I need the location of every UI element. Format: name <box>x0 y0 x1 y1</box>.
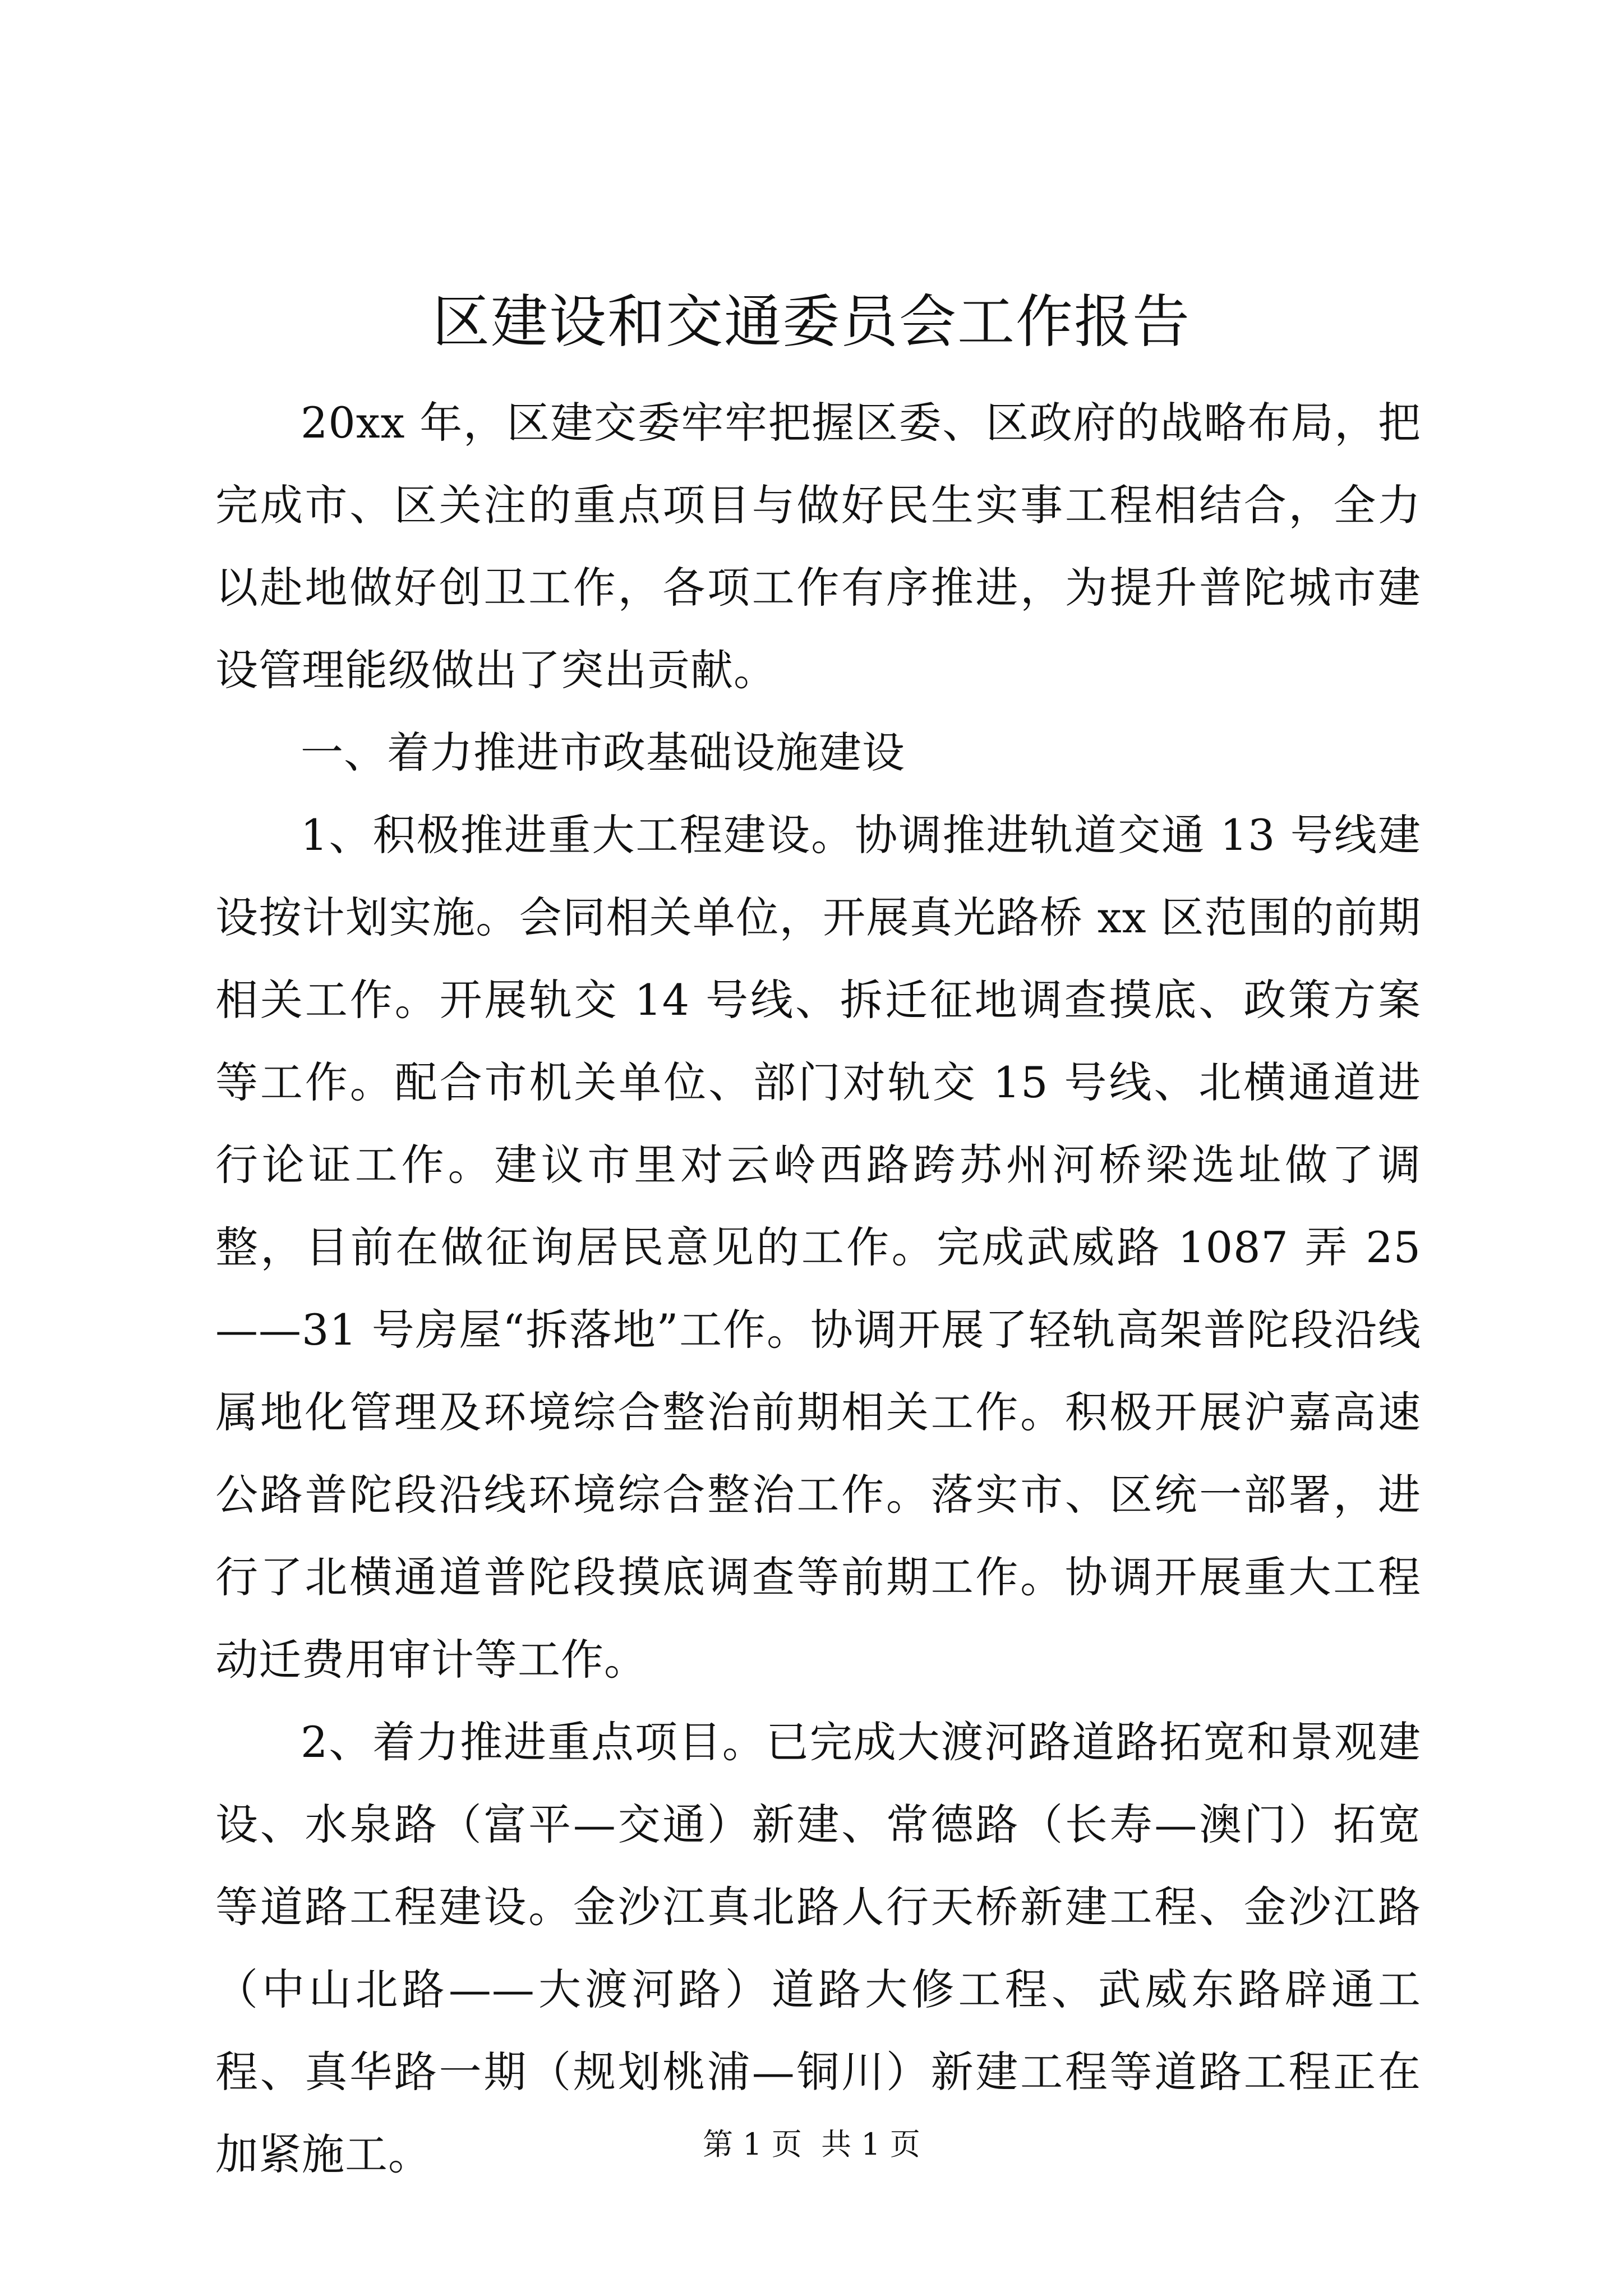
document-body <box>215 381 1421 2196</box>
document-title: 区建设和交通委员会工作报告 <box>432 289 1191 356</box>
intro-paragraph: 20xx 年，区建交委牢牢把握区委、区政府的战略布局，把完成市、区关注的重点项目与做好民生实事工程相结合，全力以赴地做好创卫工作，各项工作有序推进，为提升普陀城市建设管理能级做出了突出贡献。 <box>215 398 1421 695</box>
body-paragraph-1: 1、积极推进重大工程建设。协调推进轨道交通 13 号线建设按计划实施。会同相关单位，开展真光路桥 xx 区范围的前期相关工作。开展轨交 14 号线、拆迁征地调查摸底、政策方案等工作。配合市机关单位、部门对轨交 15 号线、北横通道进行论证工作。建议市里对云岭西路跨苏州河桥梁选址做了调整，目前在做征询居民意见的工作。完成武威路 1087 弄 25——31 号房屋“拆落地”工作。协调开展了轻轨高架普陀段沿线属地化管理及环境综合整治前期相关工作。积极开展沪嘉高速公路普陀段沿线环境综合整治工作。落实市、区统一部署，进行了北横通道普陀段摸底调查等前期工作。协调开展重大工程动迁费用审计等工作。 <box>215 810 1421 1685</box>
section-heading: 一、着力推进市政基础设施建设 <box>301 728 905 777</box>
page-footer: 第 1 页 共 1 页 <box>703 2127 920 2162</box>
body-paragraph-2: 2、着力推进重点项目。已完成大渡河路道路拓宽和景观建设、水泉路（富平—交通）新建、常德路（长寿—澳门）拓宽等道路工程建设。金沙江真北路人行天桥新建工程、金沙江路（中山北路——大渡河路）道路大修工程、武威东路辟通工程、真华路一期（规划桃浦—铜川）新建工程等道路工程正在加紧施工。 <box>215 1717 1421 2179</box>
